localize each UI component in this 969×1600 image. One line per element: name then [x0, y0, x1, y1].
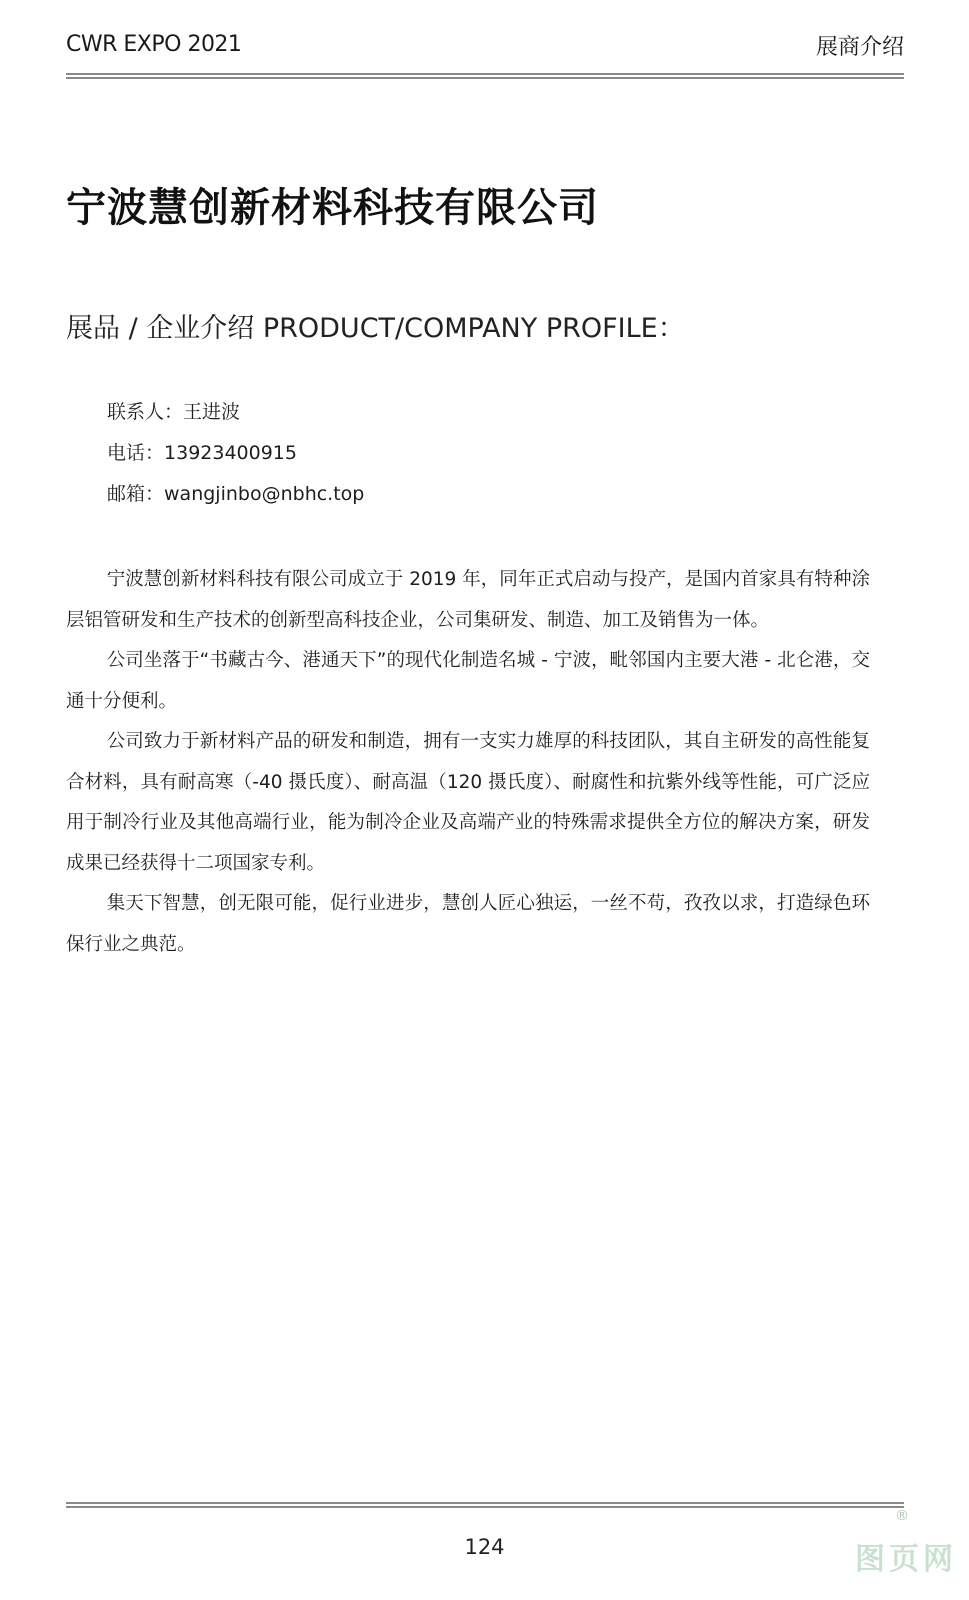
watermark-registered-mark: ®	[895, 1508, 909, 1524]
paragraph-mission: 集天下智慧，创无限可能，促行业进步，慧创人匠心独运，一丝不苟，孜孜以求，打造绿色环保行业之典范。	[66, 893, 870, 955]
page-header	[66, 26, 904, 62]
contact-phone	[107, 439, 364, 480]
company-title: 宁波慧创新材料科技有限公司	[66, 185, 599, 231]
footer-divider	[66, 1502, 904, 1508]
paragraph-location: 公司坐落于“书藏古今、港通天下”的现代化制造名城 - 宁波，毗邻国内主要大港 - 北仑港，交通十分便利。	[66, 650, 870, 712]
watermark: 图页网	[855, 1542, 957, 1577]
page-number: 124	[464, 1535, 505, 1559]
header-divider	[66, 73, 904, 79]
expo-name: CWR EXPO 2021	[66, 32, 242, 57]
profile-heading: 展品 / 企业介绍 PRODUCT/COMPANY PROFILE：	[66, 313, 685, 344]
contact-person	[107, 398, 364, 439]
contact-phone-value: 13923400915	[164, 442, 297, 464]
contact-person-label: 联系人：	[107, 401, 184, 423]
contact-email-value: wangjinbo@nbhc.top	[164, 483, 365, 505]
contact-email-label: 邮箱：	[107, 483, 165, 505]
contact-email	[107, 480, 364, 521]
section-label: 展商介绍	[815, 35, 904, 60]
contact-phone-label: 电话：	[107, 442, 165, 464]
paragraph-founding: 宁波慧创新材料科技有限公司成立于 2019 年，同年正式启动与投产，是国内首家具有特种涂层铝管研发和生产技术的创新型高科技企业，公司集研发、制造、加工及销售为一体。	[66, 569, 870, 631]
contact-list	[107, 398, 364, 521]
contact-person-value: 王进波	[183, 401, 241, 423]
company-description	[66, 560, 870, 965]
paragraph-products: 公司致力于新材料产品的研发和制造，拥有一支实力雄厚的科技团队，其自主研发的高性能复合材料，具有耐高寒（-40 摄氏度）、耐高温（120 摄氏度）、耐腐性和抗紫外线等性能，可广泛应用于制冷行业及其他高端行业，能为制冷企业及高端产业的特殊需求提供全方位的解决方案，研发成果已经获得十二项国家专利。	[66, 731, 870, 874]
